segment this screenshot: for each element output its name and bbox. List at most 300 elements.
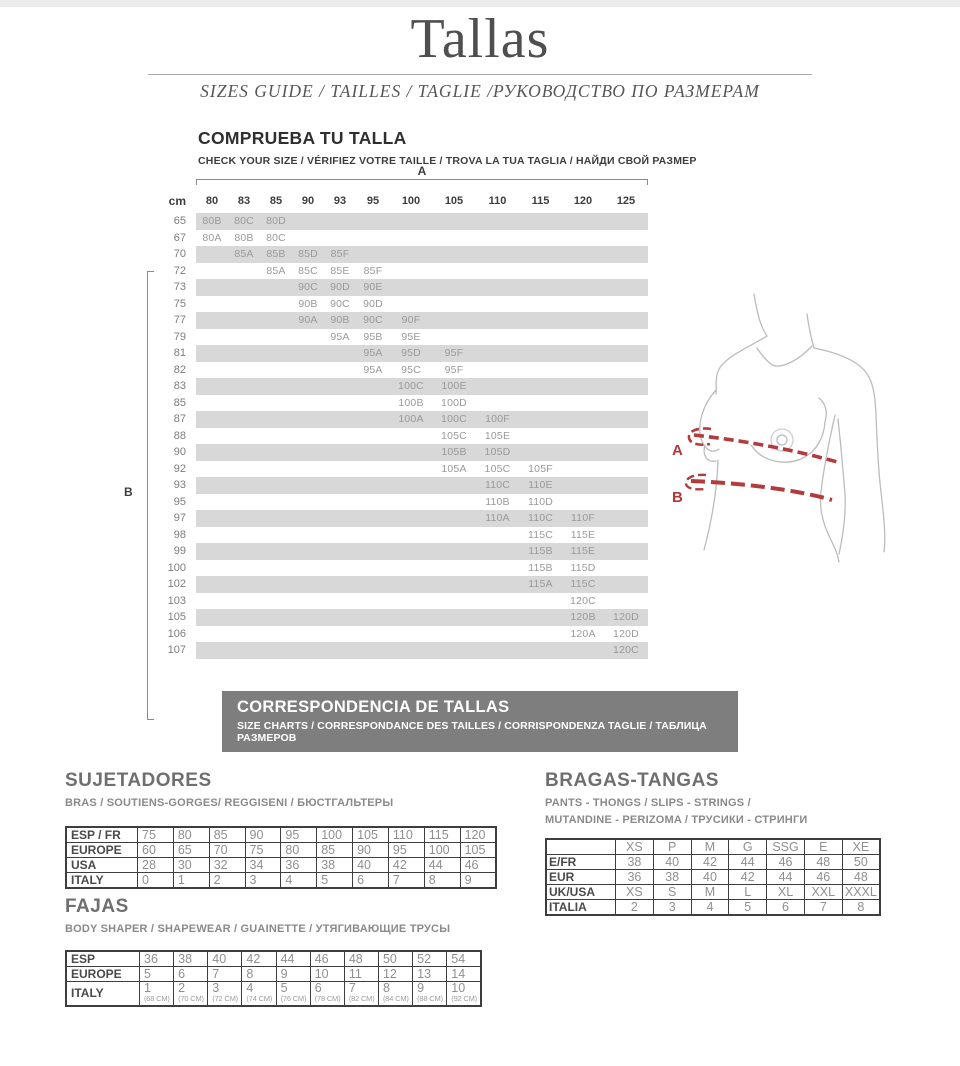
matrix-col-header: 93 [333,195,347,207]
table-cell-value: XL [777,884,794,899]
size-cell: 90D [330,281,350,294]
table-cell [842,885,880,900]
table-row [66,858,496,873]
fajas-title: FAJAS [65,896,129,917]
section-sujetadores [65,770,497,889]
size-cell: 85F [363,264,383,277]
table-cell [310,951,344,967]
table-cell [209,858,245,873]
size-cell: 110E [528,479,553,492]
table-row-label: ESP / FR [66,827,138,843]
table-cell-value: 6 [782,899,789,914]
table-cell-value: E [819,839,828,854]
bragas-subtitle-1: PANTS - THONGS / SLIPS - STRINGS / [545,797,751,809]
table-cell-value: 10 [451,981,466,995]
table-cell [767,870,805,885]
table-cell-value: 3 [249,872,257,887]
size-cell: 115E [570,528,596,541]
table-cell [173,843,209,858]
matrix-row-label: 100 [167,561,186,574]
table-cell [691,839,729,855]
table-cell [388,827,424,843]
table-cell [317,843,353,858]
table-cell [281,827,317,843]
table-cell [138,873,174,889]
matrix-row-band [196,510,648,527]
table-cell-value: 7 [212,966,220,981]
matrix-row [130,378,650,395]
size-cell: 100E [441,380,467,393]
table-cell-value: XXL [811,884,836,899]
table-cell [140,951,174,967]
matrix-row-label: 77 [173,314,186,327]
size-cell: 115E [570,545,596,558]
table-cell-value: 105 [464,842,486,857]
table-cell-value: 10 [314,966,329,981]
matrix-row-label: 83 [173,380,186,393]
b-bracket [147,271,154,720]
table-cell-value: XS [626,839,643,854]
table-cell [209,873,245,889]
size-cell: 100B [398,396,424,409]
table-cell-value: 34 [249,857,264,872]
figure-a-label: A [672,442,683,459]
table-cell-value: 38 [665,869,680,884]
size-cell: 105E [484,429,511,442]
torso-outline [700,294,885,562]
size-cell: 80C [234,215,254,228]
table-cell [691,885,729,900]
table-cell [388,858,424,873]
table-cell-value: 5 [144,966,151,981]
size-cell: 110C [484,479,511,492]
matrix-row-band [196,296,648,313]
size-cell: 105B [441,446,467,459]
table-cell-value: 1 [144,981,151,995]
size-cell: 115B [528,561,553,574]
table-cell-value: 9 [464,872,472,887]
matrix-row [130,560,650,577]
table-cell [424,843,460,858]
table-cell-value: XE [852,839,870,854]
table-cell-value: 95 [285,827,300,842]
table-cell-value: 54 [451,951,466,966]
matrix-row-label: 67 [173,231,186,244]
matrix-row [130,576,650,593]
table-cell [413,951,447,967]
matrix-row [130,510,650,527]
size-cell: 115D [570,561,596,574]
table-cell [138,827,174,843]
table-cell-value: 6 [357,872,365,887]
table-cell-value: 48 [348,951,363,966]
bragas-subtitle-2: MUTANDINE - PERIZOMA / ТРУСИКИ - СТРИНГИ [545,814,808,826]
table-cell-subvalue: (74 CM) [246,994,273,1003]
table-cell [310,967,344,982]
size-cell: 100C [441,413,467,426]
table-cell-value: 50 [382,951,397,966]
size-cell: 115C [570,578,596,591]
table-cell [691,900,729,916]
table-cell-value: 40 [357,857,371,872]
table-cell-value: 9 [417,981,425,995]
table-cell-value: 80 [285,842,300,857]
table-cell [616,870,654,885]
matrix-row [130,593,650,610]
table-cell-value: 30 [177,857,192,872]
size-cell: 120C [570,594,596,607]
table-cell [242,967,276,982]
top-divider [0,0,960,7]
matrix-row-band [196,263,648,280]
table-cell [616,885,654,900]
table-cell [378,951,412,967]
table-row [66,951,481,967]
table-cell-value: 115 [428,827,449,842]
size-cell: 95D [401,347,421,360]
table-cell-value: XXXL [844,884,877,899]
table-cell-value: 85 [321,842,336,857]
matrix-row-label: 105 [167,611,186,624]
table-cell [173,873,209,889]
table-cell [804,870,842,885]
size-cell: 95F [444,347,464,360]
table-cell-value: 40 [665,854,680,869]
table-row-label: EUR [546,870,616,885]
matrix-col-header: 120 [573,195,593,207]
table-cell [174,982,208,1007]
table-cell [691,855,729,870]
a-bracket-wrap [196,164,648,185]
table-row-label: ITALIA [546,900,616,916]
size-cell: 105A [441,462,467,475]
table-cell-subvalue: (84 CM) [382,994,409,1003]
table-cell-value: 75 [142,827,156,842]
table-cell-value: 2 [178,981,186,995]
table-cell-value: 44 [428,857,443,872]
table-cell [804,839,842,855]
table-row [66,827,496,843]
table-cell [281,873,317,889]
matrix-col-header: 90 [301,195,315,207]
table-cell [653,855,691,870]
table-row-label: ITALY [66,982,140,1007]
size-cell: 95B [363,330,383,343]
table-cell [245,858,281,873]
table-cell [653,870,691,885]
matrix-row-band [196,345,648,362]
sujetadores-table [65,826,497,889]
table-cell [804,855,842,870]
size-cell: 100C [398,380,424,393]
matrix-row-band [196,642,648,659]
size-cell: 80B [202,215,222,228]
table-cell-value: 6 [314,981,322,995]
size-cell: 110A [485,512,510,525]
table-cell-value: 38 [321,857,336,872]
table-cell-value: 65 [177,842,192,857]
table-cell-value: 3 [212,981,220,995]
table-cell-value: G [742,839,753,854]
size-cell: 85A [234,248,254,261]
table-cell [208,967,242,982]
table-cell [173,858,209,873]
table-row [546,900,880,916]
matrix-row-band [196,230,648,247]
size-cell: 110D [527,495,554,508]
table-cell-value: 110 [392,827,413,842]
matrix-row [130,279,650,296]
table-cell [729,885,767,900]
size-cell: 100D [441,396,467,409]
table-cell-value: 100 [321,827,343,842]
size-cell: 90C [363,314,383,327]
table-cell [173,827,209,843]
table-cell [729,870,767,885]
size-cell: 100A [398,413,424,426]
table-row [546,870,880,885]
table-cell-value: 4 [285,872,293,887]
size-cell: 85D [298,248,318,261]
table-cell [317,858,353,873]
table-cell [460,873,496,889]
table-cell-value: 2 [213,872,221,887]
table-cell-value: 8 [428,872,436,887]
matrix-row-label: 72 [173,264,186,277]
table-cell [729,839,767,855]
matrix-row-label: 81 [173,347,186,360]
table-cell-value: 48 [816,854,831,869]
table-cell [209,827,245,843]
table-cell [616,839,654,855]
table-cell [281,858,317,873]
size-cell: 95A [330,330,350,343]
table-cell [842,870,880,885]
table-cell [388,873,424,889]
table-cell-value: 70 [213,842,228,857]
table-cell-subvalue: (88 CM) [417,994,443,1003]
banner-title: CORRESPONDENCIA DE TALLAS [237,698,510,716]
table-cell-value: 40 [212,951,227,966]
measure-a-label: A [417,164,427,178]
bragas-table [545,838,881,916]
size-cell: 120A [570,627,596,640]
table-cell [842,900,880,916]
table-cell-value: M [704,839,716,854]
fajas-table [65,950,482,1007]
matrix-row-band [196,494,648,511]
table-cell-value: L [744,884,752,899]
matrix-row [130,428,650,445]
title-block [0,8,960,102]
table-cell [447,967,481,982]
unit-label: cm [168,194,186,208]
table-cell [174,967,208,982]
table-cell-value: 4 [246,981,254,995]
matrix-row-label: 88 [173,429,186,442]
table-cell-value: 32 [213,857,228,872]
table-cell-value: XS [626,884,643,899]
table-cell-value: 100 [428,842,450,857]
table-cell-value: 46 [778,854,793,869]
matrix-row [130,362,650,379]
table-cell-value: 36 [627,869,642,884]
size-cell: 90B [330,314,350,327]
table-cell-value: 36 [285,857,300,872]
fajas-subtitle: BODY SHAPER / SHAPEWEAR / GUAINETTE / УТЯГИВАЮЩИЕ ТРУСЫ [65,923,451,935]
table-cell-value: 4 [706,899,714,914]
table-cell [413,967,447,982]
table-cell [767,839,805,855]
table-cell [424,827,460,843]
table-cell-value: 8 [857,899,865,914]
size-cell: 105C [484,462,511,475]
matrix-row-band [196,626,648,643]
matrix-row-label: 98 [173,528,186,541]
table-row [546,855,880,870]
table-cell-subvalue: (76 CM) [280,994,307,1003]
table-cell-value: 42 [246,951,261,966]
table-row-label: EUROPE [66,843,138,858]
size-cell: 120D [613,627,639,640]
matrix-row [130,263,650,280]
matrix-row-label: 103 [167,594,186,607]
table-cell [447,951,481,967]
table-cell-value: 95 [392,842,407,857]
table-row [546,885,880,900]
correspondence-banner [222,691,738,752]
matrix-row-label: 90 [173,446,186,459]
matrix-row-band [196,279,648,296]
table-cell [460,827,496,843]
matrix-row-label: 75 [173,297,186,310]
table-cell [242,951,276,967]
table-cell-value: 3 [668,899,676,914]
table-cell-subvalue: (72 CM) [212,994,238,1003]
matrix-row-label: 107 [167,644,186,657]
matrix-row-label: 97 [173,512,186,525]
matrix-col-header: 85 [269,195,283,207]
table-cell-value: 46 [464,857,479,872]
table-cell [276,951,310,967]
size-cell: 100F [485,413,510,426]
size-cell: 115A [528,578,553,591]
table-cell-value: M [704,884,716,899]
matrix-row [130,296,650,313]
size-cell: 110B [485,495,510,508]
table-cell-subvalue: (68 CM) [144,994,170,1003]
matrix-row-label: 82 [173,363,186,376]
table-cell-subvalue: (78 CM) [314,994,341,1003]
matrix-row [130,461,650,478]
table-cell-value: 6 [178,966,186,981]
size-cell: 105F [528,462,553,475]
table-cell [616,855,654,870]
table-cell [378,982,412,1007]
matrix-row-label: 92 [173,462,186,475]
table-row-label: ITALY [66,873,138,889]
sujetadores-subtitle: BRAS / SOUTIENS-GORGES/ REGGISENI / БЮСТГАЛЬТЕРЫ [65,797,394,809]
matrix-row-band [196,395,648,412]
matrix-row-band [196,378,648,395]
matrix-header [130,192,650,210]
table-cell-value: 2 [630,899,638,914]
matrix-row-label: 99 [173,545,186,558]
title-rule [148,74,812,75]
size-cell: 115B [528,545,553,558]
table-cell [378,967,412,982]
table-cell [208,982,242,1007]
table-cell-value: 90 [249,827,264,842]
size-cell: 110C [527,512,554,525]
table-cell-value: 0 [142,872,149,887]
table-cell-value: 48 [853,869,868,884]
table-cell-value: 50 [853,854,868,869]
matrix-row-band [196,461,648,478]
table-cell-value: 1 [177,872,185,887]
table-cell [245,843,281,858]
size-cell: 90D [363,297,383,310]
table-cell [460,843,496,858]
table-cell-value: 5 [744,899,752,914]
check-size-heading [198,128,697,167]
matrix-row-band [196,428,648,445]
table-cell [344,982,378,1007]
matrix-row-band [196,609,648,626]
table-cell-subvalue: (82 CM) [348,994,375,1003]
table-cell-value: 38 [178,951,193,966]
section-bragas-tangas [545,770,881,916]
size-cell: 85C [298,264,318,277]
table-cell-value: S [668,884,677,899]
size-cell: 120B [570,611,596,624]
matrix-row-band [196,543,648,560]
table-row [66,967,481,982]
matrix-row-label: 87 [173,413,186,426]
table-cell-value: 36 [144,951,158,966]
table-cell-value: 12 [382,966,397,981]
table-cell-value: 28 [142,857,156,872]
table-cell-value: 42 [392,857,407,872]
table-cell [424,873,460,889]
table-cell-value: 44 [778,869,793,884]
table-cell [804,900,842,916]
matrix-col-header: 80 [205,195,219,207]
table-cell [138,843,174,858]
size-cell: 90B [298,297,318,310]
matrix-row [130,642,650,659]
table-cell [729,855,767,870]
matrix-row [130,411,650,428]
size-cell: 90C [298,281,318,294]
matrix-row-band [196,246,648,263]
matrix-col-header: 125 [616,195,636,207]
torso-measurement-figure [648,278,954,570]
table-cell [767,885,805,900]
table-cell-value: 42 [740,869,755,884]
table-cell [413,982,447,1007]
table-cell-value: 105 [357,827,378,842]
size-cell: 95E [401,330,421,343]
table-cell [138,858,174,873]
table-cell [140,982,174,1007]
matrix-row-band [196,444,648,461]
matrix-row [130,477,650,494]
size-cell: 90C [330,297,350,310]
table-cell [460,858,496,873]
matrix-row [130,213,650,230]
matrix-row-label: 85 [173,396,186,409]
